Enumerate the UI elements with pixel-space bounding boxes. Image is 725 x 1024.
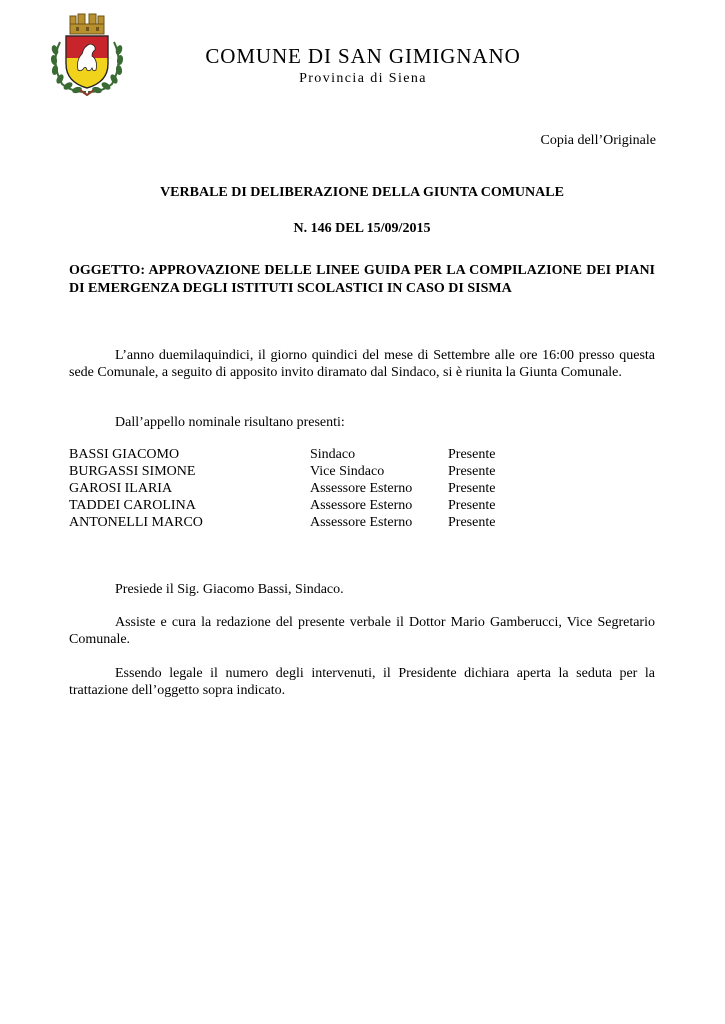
- attendee-status: Presente: [448, 498, 496, 513]
- attendee-status: Presente: [448, 515, 496, 530]
- assists-paragraph: Assiste e cura la redazione del presente verbale il Dottor Mario Gamberucci, Vice Segretario Comunale.: [69, 615, 655, 647]
- quorum-paragraph: Essendo legale il numero degli intervenuti, il Presidente dichiara aperta la seduta per la trattazione dell’oggetto sopra indicato.: [69, 666, 655, 698]
- attendee-name: GAROSI ILARIA: [69, 481, 173, 496]
- attendee-name: BASSI GIACOMO: [69, 447, 180, 462]
- attendee-status: Presente: [448, 481, 496, 496]
- roll-call-paragraph: Dall’appello nominale risultano presenti:: [115, 415, 345, 430]
- presides-paragraph: Presiede il Sig. Giacomo Bassi, Sindaco.: [115, 582, 344, 597]
- attendee-row: [69, 497, 655, 514]
- attendee-status: Presente: [448, 447, 496, 462]
- municipality-name: COMUNE DI SAN GIMIGNANO: [205, 44, 521, 68]
- attendee-name: BURGASSI SIMONE: [69, 464, 196, 479]
- document-subject: OGGETTO: APPROVAZIONE DELLE LINEE GUIDA PER LA COMPILAZIONE DEI PIANI DI EMERGENZA DEGLI ISTITUTI SCOLASTICI IN CASO DI SISMA: [69, 263, 655, 296]
- province-name: Provincia di Siena: [299, 71, 427, 86]
- municipal-crest-icon: [46, 12, 128, 96]
- attendee-role: Assessore Esterno: [310, 481, 413, 496]
- document-number: N. 146 DEL 15/09/2015: [293, 221, 431, 236]
- attendee-row: [69, 446, 655, 463]
- attendee-role: Sindaco: [310, 447, 356, 462]
- attendee-role: Assessore Esterno: [310, 498, 413, 513]
- attendee-name: ANTONELLI MARCO: [69, 515, 203, 530]
- attendees-list: [69, 446, 655, 531]
- copy-label: Copia dell’Originale: [540, 133, 656, 148]
- document-title: VERBALE DI DELIBERAZIONE DELLA GIUNTA COMUNALE: [160, 185, 564, 200]
- attendee-row: [69, 514, 655, 531]
- attendee-role: Vice Sindaco: [310, 464, 385, 479]
- attendee-row: [69, 463, 655, 480]
- intro-paragraph: L’anno duemilaquindici, il giorno quindici del mese di Settembre alle ore 16:00 presso questa sede Comunale, a seguito di apposito invito diramato dal Sindaco, si è riunita la Giunta Comunale.: [69, 348, 655, 380]
- attendee-status: Presente: [448, 464, 496, 479]
- attendee-name: TADDEI CAROLINA: [69, 498, 196, 513]
- attendee-row: [69, 480, 655, 497]
- attendee-role: Assessore Esterno: [310, 515, 413, 530]
